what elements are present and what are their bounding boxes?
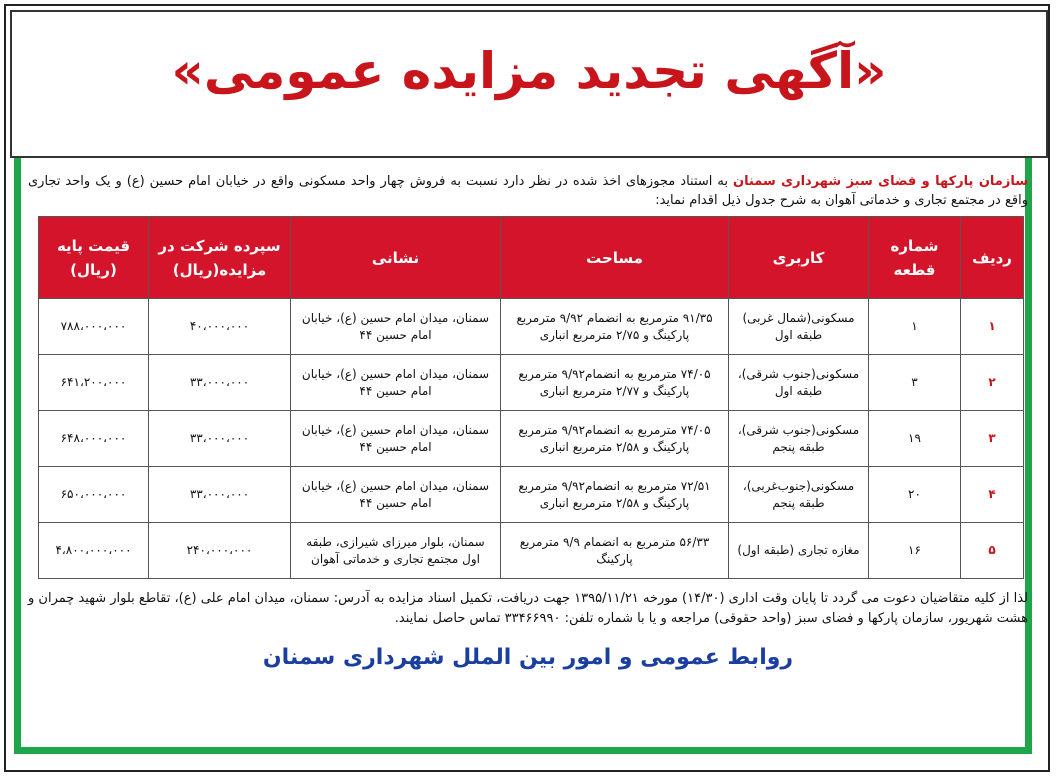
footer-signature: روابط عمومی و امور بین الملل شهرداری سمنان: [262, 645, 794, 670]
cell-usage: مسکونی(جنوب شرقی)، طبقه پنجم: [729, 411, 869, 467]
page-title: «آگهی تجدید مزایده عمومی»: [171, 42, 887, 100]
cell-area: ۵۶/۳۳ مترمربع به انضمام ۹/۹ مترمربع پارکینگ: [501, 523, 729, 579]
table-row: [39, 299, 1024, 355]
cell-usage: مسکونی(جنوب‌غربی)، طبقه پنجم: [729, 467, 869, 523]
cell-row-number: ۵: [961, 523, 1024, 579]
cell-usage: مسکونی(شمال غربی) طبقه اول: [729, 299, 869, 355]
header-usage: کاربری: [729, 217, 869, 299]
cell-address: سمنان، میدان امام حسین (ع)، خیابان امام حسین ۴۴: [291, 411, 501, 467]
organization-name: سازمان پارکها و فضای سبز شهرداری سمنان: [733, 174, 1029, 189]
cell-plot-number: ۱: [869, 299, 961, 355]
cell-row-number: ۴: [961, 467, 1024, 523]
cell-address: سمنان، بلوار میرزای شیرازی، طبقه اول مجتمع تجاری و خدماتی آهوان: [291, 523, 501, 579]
cell-usage: مسکونی(جنوب شرقی)، طبقه اول: [729, 355, 869, 411]
table-header-row: [39, 217, 1024, 299]
cell-base-price: ۶۴۸،۰۰۰،۰۰۰: [39, 411, 149, 467]
cell-area: ۷۴/۰۵ مترمربع به انضمام۹/۹۲ مترمربع پارکینگ و ۲/۵۸ مترمربع انباری: [501, 411, 729, 467]
cell-address: سمنان، میدان امام حسین (ع)، خیابان امام حسین ۴۴: [291, 299, 501, 355]
cell-area: ۷۲/۵۱ مترمربع به انضمام۹/۹۲ مترمربع پارکینگ و ۲/۵۸ مترمربع انباری: [501, 467, 729, 523]
cell-address: سمنان، میدان امام حسین (ع)، خیابان امام حسین ۴۴: [291, 355, 501, 411]
intro-text: به استناد مجوزهای اخذ شده در نظر دارد نسبت به فروش چهار واحد مسکونی واقع در خیابان امام حسین (ع) و یک واحد تجاری واقع در مجتمع تجاری و خدماتی آهوان به شرح جدول ذیل اقدام نماید:: [28, 174, 1028, 208]
cell-row-number: ۱: [961, 299, 1024, 355]
cell-base-price: ۶۴۱،۲۰۰،۰۰۰: [39, 355, 149, 411]
content: [28, 172, 1028, 670]
auction-table: [38, 216, 1024, 579]
table-row: [39, 523, 1024, 579]
table-row: [39, 355, 1024, 411]
cell-row-number: ۳: [961, 411, 1024, 467]
cell-plot-number: ۱۶: [869, 523, 961, 579]
cell-deposit: ۳۳،۰۰۰،۰۰۰: [149, 411, 291, 467]
cell-plot-number: ۳: [869, 355, 961, 411]
cell-plot-number: ۲۰: [869, 467, 961, 523]
cell-deposit: ۳۳،۰۰۰،۰۰۰: [149, 467, 291, 523]
cell-plot-number: ۱۹: [869, 411, 961, 467]
header-address: نشانی: [291, 217, 501, 299]
header-base-price: قیمت پایه (ریال): [39, 217, 149, 299]
table-row: [39, 411, 1024, 467]
cell-row-number: ۲: [961, 355, 1024, 411]
cell-deposit: ۲۴۰،۰۰۰،۰۰۰: [149, 523, 291, 579]
intro-paragraph: [28, 172, 1028, 210]
cell-area: ۷۴/۰۵ مترمربع به انضمام۹/۹۲ مترمربع پارکینگ و ۲/۷۷ مترمربع انباری: [501, 355, 729, 411]
cell-area: ۹۱/۳۵ مترمربع به انضمام ۹/۹۲ مترمربع پارکینگ و ۲/۷۵ مترمربع انباری: [501, 299, 729, 355]
footer-paragraph: لذا از کلیه متقاضیان دعوت می گردد تا پایان وقت اداری (۱۴/۳۰) مورخه ۱۳۹۵/۱۱/۲۱ جهت دریافت، تکمیل اسناد مزایده به آدرس: سمنان، میدان امام علی (ع)، تقاطع بلوار شهید چمران و هشت شهریور، سازمان پارکها و فضای سبز (واحد حقوقی) مراجعه و یا با شماره تلفن: ۳۳۴۶۶۹۹۰ تماس حاصل نمایند.: [28, 591, 1028, 626]
cell-base-price: ۴،۸۰۰،۰۰۰،۰۰۰: [39, 523, 149, 579]
cell-deposit: ۳۳،۰۰۰،۰۰۰: [149, 355, 291, 411]
cell-address: سمنان، میدان امام حسین (ع)، خیابان امام حسین ۴۴: [291, 467, 501, 523]
header-row-number: ردیف: [961, 217, 1024, 299]
cell-base-price: ۶۵۰،۰۰۰،۰۰۰: [39, 467, 149, 523]
cell-usage: مغازه تجاری (طبقه اول): [729, 523, 869, 579]
header-area: مساحت: [501, 217, 729, 299]
header-plot-number: شماره قطعه: [869, 217, 961, 299]
table-row: [39, 467, 1024, 523]
cell-base-price: ۷۸۸،۰۰۰،۰۰۰: [39, 299, 149, 355]
header-deposit: سپرده شرکت در مزایده(ریال): [149, 217, 291, 299]
cell-deposit: ۴۰،۰۰۰،۰۰۰: [149, 299, 291, 355]
title-box: [10, 10, 1048, 158]
